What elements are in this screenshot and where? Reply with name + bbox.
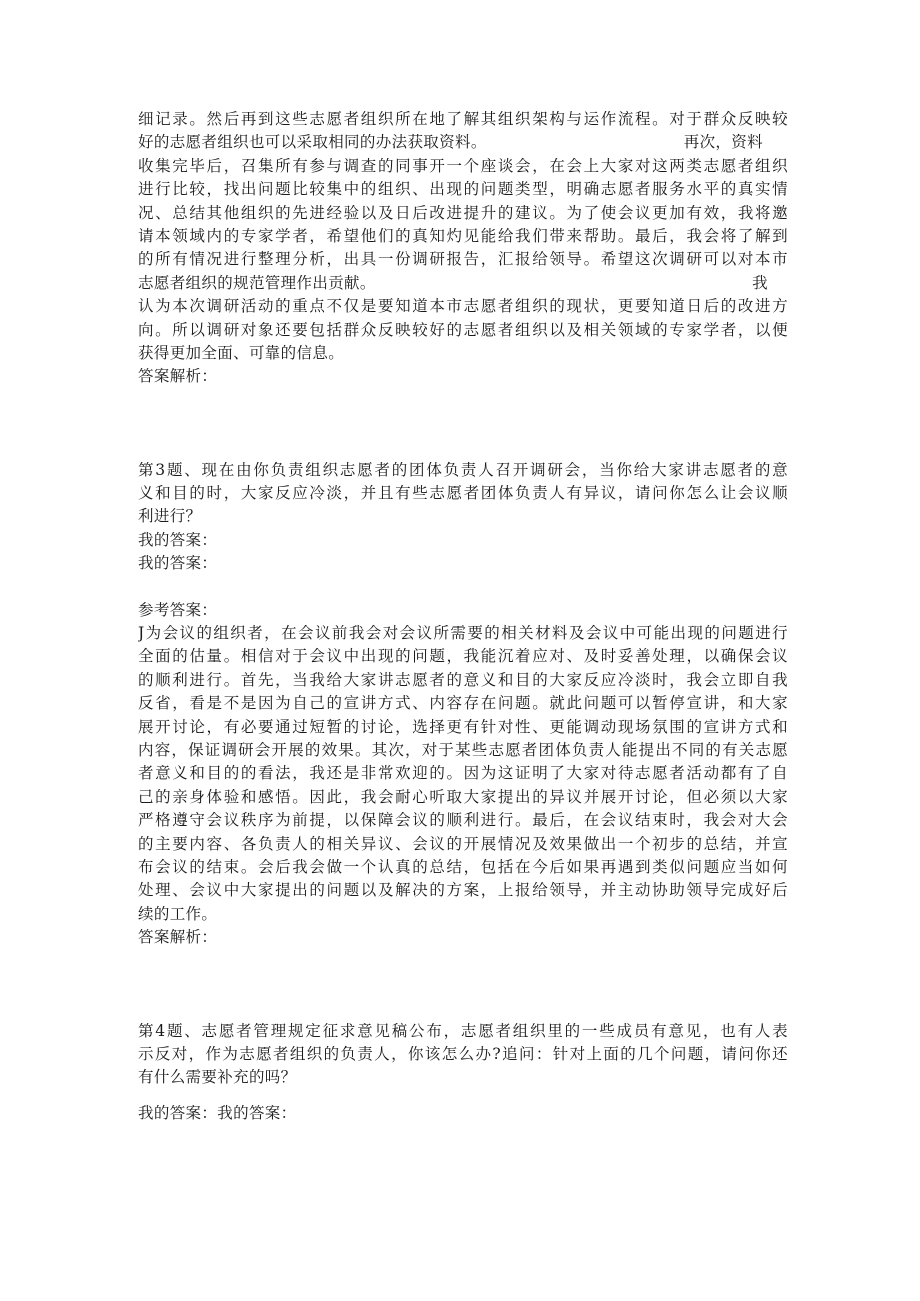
spacer bbox=[138, 576, 788, 599]
text-line bbox=[138, 272, 788, 295]
my-answer-label: 我的答案： bbox=[138, 530, 218, 549]
reference-text-line: 处理、会议中大家提出的问题以及解决的方案，上报给领导，并主动协助领导完成好后 bbox=[138, 881, 788, 900]
question-text-line: 第4题、志愿者管理规定征求意见稿公布，志愿者组织里的一些成员有意见，也有人表 bbox=[138, 1021, 788, 1040]
reference-answer-label: 参考答案： bbox=[138, 600, 218, 619]
reference-text-line: 反省，看是不是因为自己的宣讲方式、内容存在问题。就此问题可以暂停宣讲，和大家 bbox=[138, 694, 788, 713]
question-text-line: 利进行？ bbox=[138, 507, 202, 526]
document-page bbox=[138, 108, 788, 1125]
reference-text-line: 内容，保证调研会开展的效果。其次，对于某些志愿者团体负责人能提出不同的有关志愿 bbox=[138, 740, 788, 759]
text-line bbox=[138, 131, 788, 154]
text-segment: 再次，资料 bbox=[683, 133, 763, 152]
text-line: 收集完毕后，召集所有参与调查的同事开一个座谈会，在会上大家对这两类志愿者组织 bbox=[138, 156, 788, 175]
reference-text-line: 己的亲身体验和感悟。因此，我会耐心听取大家提出的异议并展开讨论，但必须以大家 bbox=[138, 787, 788, 806]
question-text-line: 第3题、现在由你负责组织志愿者的团体负责人召开调研会，当你给大家讲志愿者的意 bbox=[138, 460, 788, 479]
text-line: 况、总结其他组织的先进经验以及日后改进提升的建议。为了使会议更加有效，我将邀 bbox=[138, 203, 788, 222]
reference-text-line: 展开讨论，有必要通过短暂的讨论，选择更有针对性、更能调动现场氛围的宣讲方式和 bbox=[138, 717, 788, 736]
text-line: 细记录。然后再到这些志愿者组织所在地了解其组织架构与运作流程。对于群众反映较 bbox=[138, 110, 788, 128]
section-1-body bbox=[138, 108, 788, 389]
text-line: 认为本次调研活动的重点不仅是要知道本市志愿者组织的现状，更要知道日后的改进方 bbox=[138, 297, 788, 316]
spacer bbox=[138, 950, 788, 1020]
reference-text-line: 全面的估量。相信对于会议中出现的问题，我能沉着应对、及时妥善处理，以确保会议 bbox=[138, 647, 788, 666]
reference-text-line: 续的工作。 bbox=[138, 904, 218, 923]
answer-analysis-label: 答案解析： bbox=[138, 928, 218, 947]
question-text-line: 义和目的时，大家反应冷淡，并且有些志愿者团体负责人有异议，请问你怎么让会议顺 bbox=[138, 484, 788, 503]
reference-text-line: 者意义和目的的看法，我还是非常欢迎的。因为这证明了大家对待志愿者活动都有了自 bbox=[138, 764, 788, 783]
text-line: 进行比较，找出问题比较集中的组织、出现的问题类型，明确志愿者服务水平的真实情 bbox=[138, 180, 788, 199]
reference-text-line: 严格遵守会议秩序为前提，以保障会议的顺利进行。最后，在会议结束时，我会对大会 bbox=[138, 811, 788, 830]
reference-text-line: 的顺利进行。首先，当我给大家讲志愿者的意义和目的大家反应冷淡时，我会立即自我 bbox=[138, 670, 788, 689]
my-answer-label: 我的答案：我的答案： bbox=[138, 1103, 297, 1122]
question-3 bbox=[138, 459, 788, 950]
text-line: 向。所以调研对象还要包括群众反映较好的志愿者组织以及相关领域的专家学者，以便 bbox=[138, 320, 788, 339]
reference-text-line: 的主要内容、各负责人的相关异议、会议的开展情况及效果做出一个初步的总结，并宣 bbox=[138, 834, 788, 853]
reference-text-line: J为会议的组织者，在会议前我会对会议所需要的相关材料及会议中可能出现的问题进行 bbox=[138, 624, 788, 643]
answer-analysis-label: 答案解析： bbox=[138, 367, 218, 386]
my-answer-label: 我的答案： bbox=[138, 554, 218, 573]
text-segment: 好的志愿者组织也可以采取相同的办法获取资料。 bbox=[138, 133, 487, 152]
text-segment: 我 bbox=[752, 273, 768, 292]
text-line: 的所有情况进行整理分析，出具一份调研报告，汇报给领导。希望这次调研可以对本市 bbox=[138, 250, 788, 269]
text-line: 获得更加全面、可靠的信息。 bbox=[138, 343, 345, 362]
text-line: 请本领域内的专家学者，希望他们的真知灼见能给我们带来帮助。最后，我会将了解到 bbox=[138, 226, 788, 245]
text-segment: 志愿者组织的规范管理作出贡献。 bbox=[138, 273, 376, 292]
question-text-line: 示反对，作为志愿者组织的负责人，你该怎么办?追问：针对上面的几个问题，请问你还 bbox=[138, 1044, 788, 1063]
spacer bbox=[138, 1090, 788, 1102]
spacer bbox=[138, 389, 788, 459]
reference-text-line: 布会议的结束。会后我会做一个认真的总结，包括在今后如果再遇到类似问题应当如何 bbox=[138, 857, 788, 876]
question-4 bbox=[138, 1020, 788, 1126]
question-text-line: 有什么需要补充的吗？ bbox=[138, 1068, 297, 1087]
